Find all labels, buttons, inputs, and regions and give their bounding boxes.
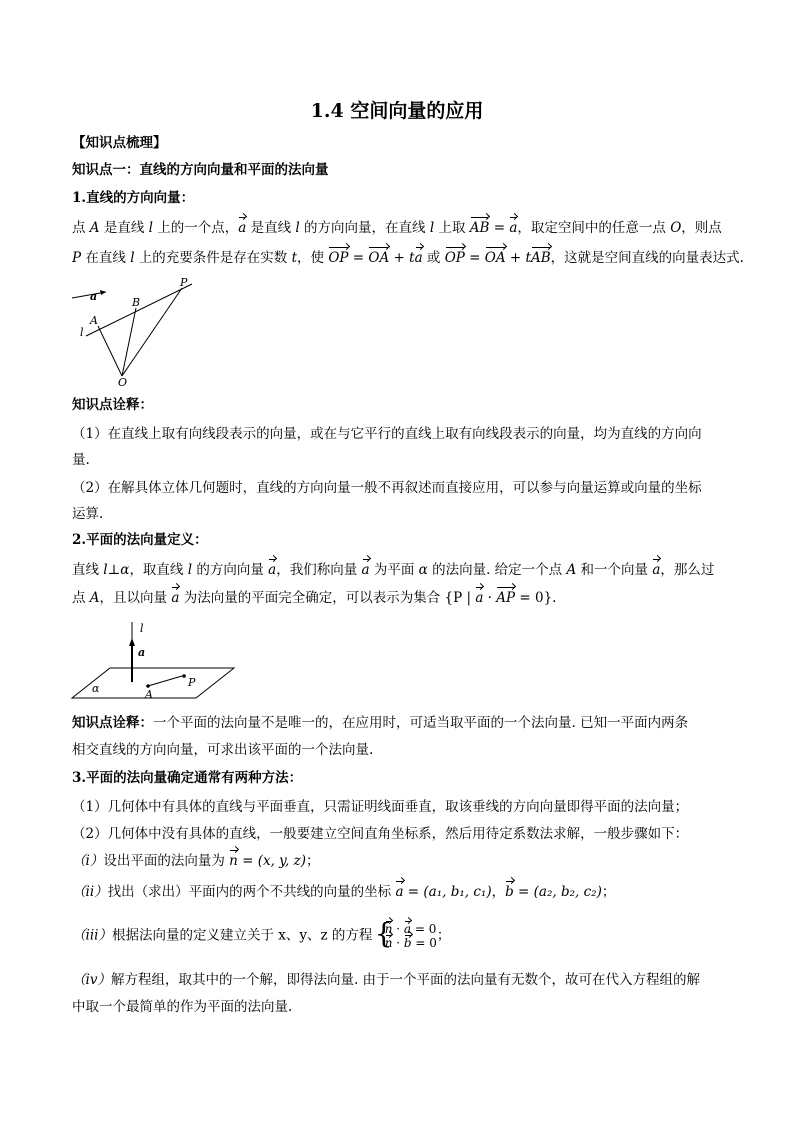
fig2-label-A: A bbox=[145, 688, 153, 701]
s2-paragraph-line-1: 直线 l⊥α，取直线 l 的方向向量 a，我们称向量 a 为平面 α 的法向量. 给定一个点 A 和一个向量 a，那么过 bbox=[72, 562, 715, 578]
s2-paragraph-line-2: 点 A，且以向量 a 为法向量的平面完全确定，可以表示为集合 {P | a · AP = 0}. bbox=[72, 590, 557, 606]
fig1-label-O: O bbox=[118, 376, 128, 388]
note-2-line-1: 知识点诠释：一个平面的法向量不是唯一的，在应用时，可适当取平面的一个法向量. 已知一平面内两条 bbox=[72, 715, 689, 731]
note-1-item-1-line-1: （1）在直线上取有向线段表示的向量，或在与它平行的直线上取有向线段表示的向量，均为直线的方向向 bbox=[72, 426, 702, 442]
step-3: （iii）根据法向量的定义建立关于 x、y、z 的方程 { n · a = 0 n · b = 0 ； bbox=[72, 922, 732, 950]
fig1-label-P: P bbox=[180, 278, 188, 289]
s1-paragraph-line-1: 点 A 是直线 l 上的一个点，a 是直线 l 的方向向量，在直线 l 上取 AB = a，取定空间中的任意一点 O，则点 bbox=[72, 220, 722, 236]
note-1-item-2-line-2: 运算. bbox=[72, 506, 104, 522]
note-1-item-1-line-2: 量. bbox=[72, 452, 90, 468]
step-2: （ii）找出（求出）平面内的两个不共线的向量的坐标 a = (a₁, b₁, c₁)，b = (a₂, b₂, c₂)； bbox=[72, 884, 616, 900]
fig1-label-B: B bbox=[132, 296, 141, 309]
s1-paragraph-line-2: P 在直线 l 上的充要条件是存在实数 t，使 OP = OA + ta 或 OP = OA + tAB，这就是空间直线的向量表达式. bbox=[72, 250, 744, 266]
section-2-heading: 2.平面的法向量定义： bbox=[72, 532, 208, 548]
fig1-label-l: l bbox=[80, 326, 84, 339]
line-direction-figure bbox=[70, 278, 210, 388]
section-3-heading: 3.平面的法向量确定通常有两种方法： bbox=[72, 770, 303, 786]
fig2-label-a: a bbox=[138, 646, 146, 659]
step-4-line-2: 中取一个最简单的作为平面的法向量. bbox=[72, 999, 293, 1015]
step-4-line-1: （iv）解方程组，取其中的一个解，即得法向量. 由于一个平面的法向量有无数个，故可在代入方程组的解 bbox=[72, 972, 701, 988]
plane-normal-figure bbox=[70, 620, 240, 702]
note-1-item-2-line-1: （2）在解具体立体几何题时，直线的方向向量一般不再叙述而直接应用，可以参与向量运算或向量的坐标 bbox=[72, 480, 702, 496]
section-header: 【知识点梳理】 bbox=[72, 135, 167, 151]
method-2: （2）几何体中没有具体的直线，一般要建立空间直角坐标系，然后用待定系数法求解，一般步骤如下： bbox=[72, 826, 689, 842]
fig1-label-A: A bbox=[90, 314, 98, 327]
equation-system: { n · a = 0 n · b = 0 bbox=[377, 922, 437, 950]
step-1: （i）设出平面的法向量为 n = (x, y, z)； bbox=[72, 853, 320, 869]
method-1: （1）几何体中有具体的直线与平面垂直，只需证明线面垂直，取该垂线的方向向量即得平面的法向量； bbox=[72, 799, 689, 815]
note-1-heading: 知识点诠释： bbox=[72, 397, 153, 413]
fig2-label-alpha: α bbox=[92, 682, 100, 695]
fig1-label-a: a bbox=[90, 290, 98, 303]
knowledge-point-1-title: 知识点一：直线的方向向量和平面的法向量 bbox=[72, 162, 329, 178]
section-1-heading: 1.直线的方向向量： bbox=[72, 190, 195, 206]
page-title: 1.4 空间向量的应用 bbox=[310, 100, 484, 122]
note-2-line-2: 相交直线的方向向量，可求出该平面的一个法向量. bbox=[72, 742, 374, 758]
vector-AB: AB bbox=[469, 220, 490, 236]
fig2-label-l: l bbox=[140, 622, 144, 635]
fig2-label-P: P bbox=[188, 676, 196, 689]
